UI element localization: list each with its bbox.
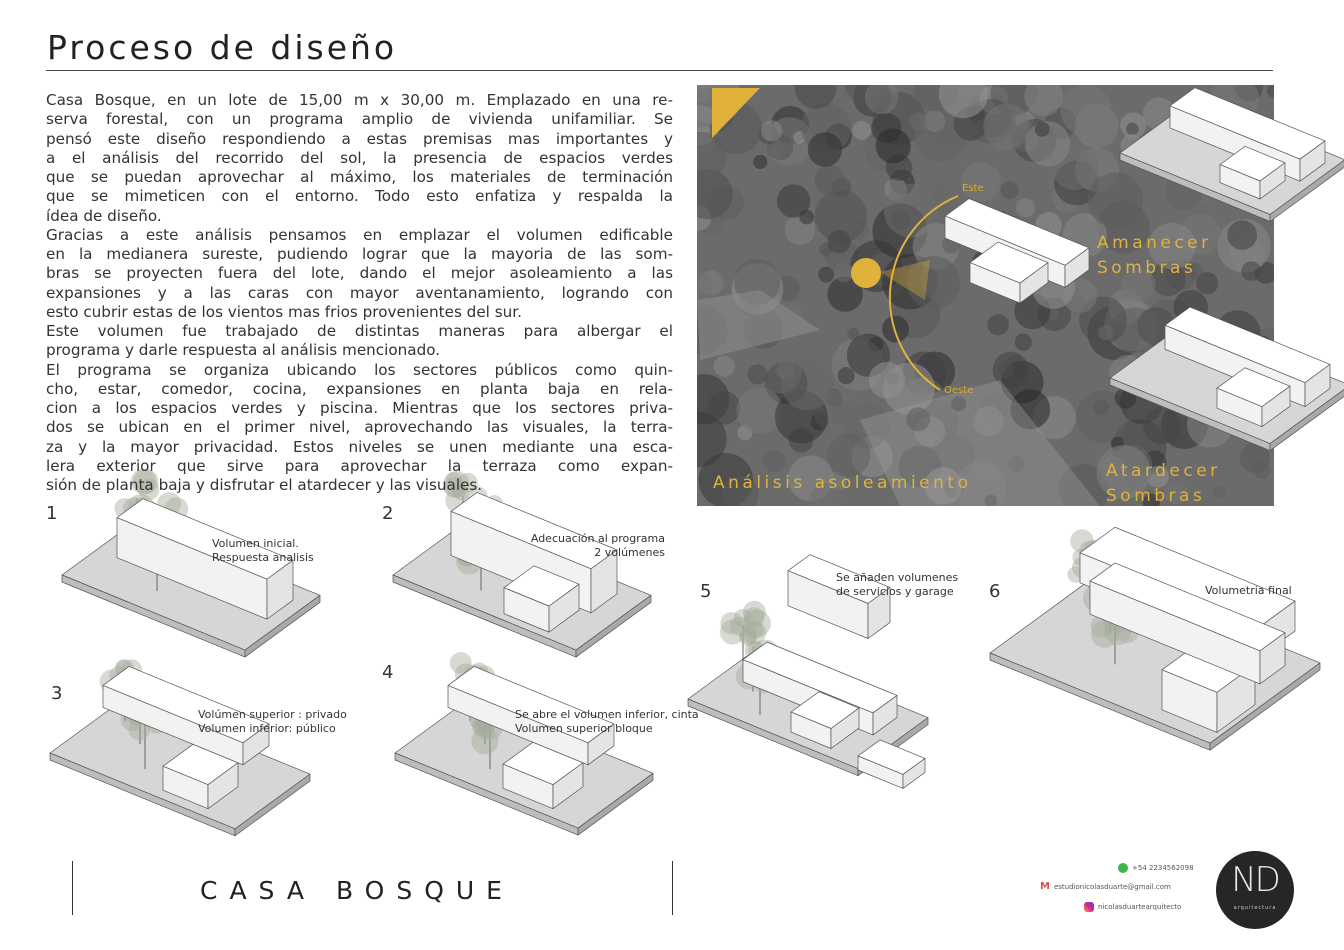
- tree-canopy: [1098, 325, 1113, 340]
- instagram-contact: [1084, 902, 1181, 912]
- step-number: 2: [382, 503, 394, 524]
- tree-canopy: [781, 358, 834, 411]
- phone-number: +54 2234562098: [1132, 864, 1194, 872]
- step-diagram: [990, 527, 1320, 750]
- caption-line: Volumen inferior: público: [198, 722, 336, 735]
- description-line: cho, estar, comedor, cocina, expansiones en planta baja en rela-: [46, 379, 673, 398]
- tree-canopy: [1015, 334, 1032, 351]
- sunrise-shadows-label: [1097, 231, 1212, 281]
- tree-canopy: [769, 85, 790, 106]
- tree-canopy: [1035, 122, 1050, 137]
- step-number: 3: [51, 683, 63, 704]
- step-number: 5: [700, 581, 712, 602]
- tree-canopy: [685, 273, 713, 301]
- tree-canopy: [1253, 462, 1270, 479]
- caption-line: Respuesta analisis: [212, 551, 314, 564]
- caption-line: de servicios y garage: [836, 585, 954, 598]
- tree-canopy: [1227, 220, 1257, 250]
- tree-canopy: [748, 364, 768, 384]
- caption-line: 2 volúmenes: [594, 546, 665, 559]
- project-name: CASA BOSQUE: [200, 876, 514, 905]
- shadows-label: Sombras: [1106, 486, 1206, 506]
- description-line: bras se proyecten fuera del lote, dando el mejor asoleamiento a las: [46, 264, 673, 283]
- tree-canopy: [795, 67, 837, 109]
- tree-canopy: [1088, 172, 1143, 227]
- caption-line: Volumetria final: [1205, 584, 1292, 597]
- tree-canopy: [761, 120, 782, 141]
- tree-canopy: [987, 314, 1008, 335]
- tree-canopy: [939, 69, 989, 119]
- tree-canopy: [852, 121, 871, 140]
- description-line: Casa Bosque, en un lote de 15,00 m x 30,00 m. Emplazado en una re-: [46, 91, 673, 109]
- description-line: pensó este diseño respondiendo a estas premisas mas importantes y: [46, 129, 673, 148]
- tree-canopy: [882, 316, 909, 343]
- tree-foliage: [745, 621, 763, 639]
- footer-divider: [72, 861, 73, 915]
- description-line: za y la mayor privacidad. Estos niveles se unen mediante una esca-: [46, 437, 673, 456]
- tree-canopy: [763, 450, 786, 473]
- sunrise-label: Amanecer: [1097, 233, 1212, 253]
- project-description: [46, 91, 673, 495]
- tree-canopy: [1000, 181, 1019, 200]
- email-contact: [1040, 882, 1171, 892]
- step-caption: [212, 537, 314, 565]
- caption-line: Volúmen superior : privado: [198, 708, 347, 721]
- tree-canopy: [865, 80, 899, 114]
- description-line: sión de planta baja y disfrutar el atardecer y las visuales.: [46, 476, 483, 494]
- caption-line: Adecuación al programa: [530, 532, 665, 545]
- whatsapp-icon: [1118, 863, 1128, 873]
- sun-icon: [851, 258, 881, 288]
- tree-canopy: [837, 367, 854, 384]
- studio-logo: [1216, 851, 1294, 929]
- step-diagram: [393, 471, 651, 657]
- tree-canopy: [818, 267, 834, 283]
- tree-canopy: [961, 162, 1001, 202]
- description-line: serva forestal, con un programa amplio de vivienda unifamiliar. Se: [46, 110, 673, 129]
- tree-canopy: [869, 362, 906, 399]
- sun-analysis-caption: Análisis asoleamiento: [713, 473, 972, 493]
- email-address[interactable]: estudionicolasduarte@gmail.com: [1053, 883, 1171, 891]
- step-caption: [198, 708, 347, 736]
- step-caption: [515, 708, 699, 736]
- description-line: esto cubrir estas de los vientos mas frios provenientes del sur.: [46, 302, 522, 321]
- step-caption: [505, 532, 665, 560]
- description-line: Este volumen fue trabajado de distintas maneras para albergar el: [46, 322, 673, 340]
- tree-canopy: [714, 356, 735, 377]
- shadows-label: Sombras: [1097, 258, 1197, 278]
- logo-initials: ND: [1231, 860, 1279, 900]
- description-line: El programa se organiza ubicando los sectores públicos como quin-: [46, 360, 673, 379]
- tree-canopy: [910, 113, 928, 131]
- caption-line: Se abre el volumen inferior, cinta: [515, 708, 699, 721]
- caption-line: Se añaden volumenes: [836, 571, 959, 584]
- step-diagram: [395, 652, 653, 835]
- footer-divider: [672, 861, 673, 915]
- description-line: cion a los espacios verdes y piscina. Mientras que los sectores priva-: [46, 399, 673, 417]
- description-line: lera exterior que sirve para aprovechar la terraza como expan-: [46, 456, 673, 475]
- step-diagram: [50, 659, 310, 836]
- east-label: Este: [962, 183, 984, 194]
- instagram-handle[interactable]: nicolasduartearquitecto: [1098, 903, 1182, 911]
- tree-canopy: [834, 263, 854, 283]
- tree-canopy: [707, 391, 741, 425]
- tree-canopy: [1024, 77, 1063, 116]
- description-line: a el análisis del recorrido del sol, la presencia de espacios verdes: [46, 148, 673, 167]
- gmail-icon: M: [1040, 881, 1050, 892]
- description-line: en la medianera sureste, pudiendo lograr que la mayoria de las som-: [46, 245, 673, 263]
- massing-diagrams: [50, 469, 1320, 836]
- page-title: Proceso de diseño: [47, 28, 398, 67]
- tree-canopy: [1126, 123, 1139, 136]
- description-line: ídea de diseño.: [46, 206, 162, 225]
- step-caption: [836, 571, 958, 599]
- phone-contact: [1118, 863, 1194, 873]
- tree-canopy: [983, 104, 1029, 150]
- description-line: dos se ubican en el primer nivel, aprovechando las visuales, la terra-: [46, 418, 673, 437]
- caption-line: Volumen inicial.: [212, 537, 299, 550]
- tree-canopy: [1094, 400, 1110, 416]
- tree-canopy: [753, 155, 767, 169]
- sunset-label: Atardecer: [1106, 461, 1221, 481]
- description-line: programa y darle respuesta al análisis mencionado.: [46, 341, 441, 360]
- tree-canopy: [1267, 84, 1280, 97]
- logo-subtitle: arquitectura: [1233, 905, 1277, 911]
- tree-canopy: [876, 128, 911, 163]
- description-line: que se mimeticen con el entorno. Todo esto enfatiza y respalda la: [46, 187, 673, 206]
- tree-canopy: [1241, 261, 1261, 281]
- tree-canopy: [799, 210, 814, 225]
- description-line: Gracias a este análisis pensamos en emplazar el volumen edificable: [46, 225, 673, 244]
- step-caption: [1205, 584, 1292, 598]
- description-line: expansiones y a las caras con mayor aventanamiento, logrando con: [46, 283, 673, 302]
- sunset-shadows-label: [1106, 459, 1221, 509]
- tree-canopy: [1060, 85, 1111, 136]
- tree-canopy: [678, 132, 726, 180]
- instagram-icon: [1084, 902, 1094, 912]
- caption-line: Volumen superior bloque: [515, 722, 653, 735]
- tree-canopy: [1016, 198, 1035, 217]
- step-number: 1: [46, 503, 58, 524]
- tree-canopy: [814, 165, 845, 196]
- step-number: 4: [382, 662, 394, 683]
- tree-canopy: [827, 230, 850, 253]
- tree-canopy: [808, 132, 842, 166]
- description-line: que se puedan aprovechar al máximo, los materiales de terminación: [46, 168, 673, 186]
- west-label: Oeste: [944, 385, 974, 396]
- title-divider: [46, 70, 1273, 71]
- step-number: 6: [989, 581, 1001, 602]
- tree-canopy: [1143, 408, 1180, 445]
